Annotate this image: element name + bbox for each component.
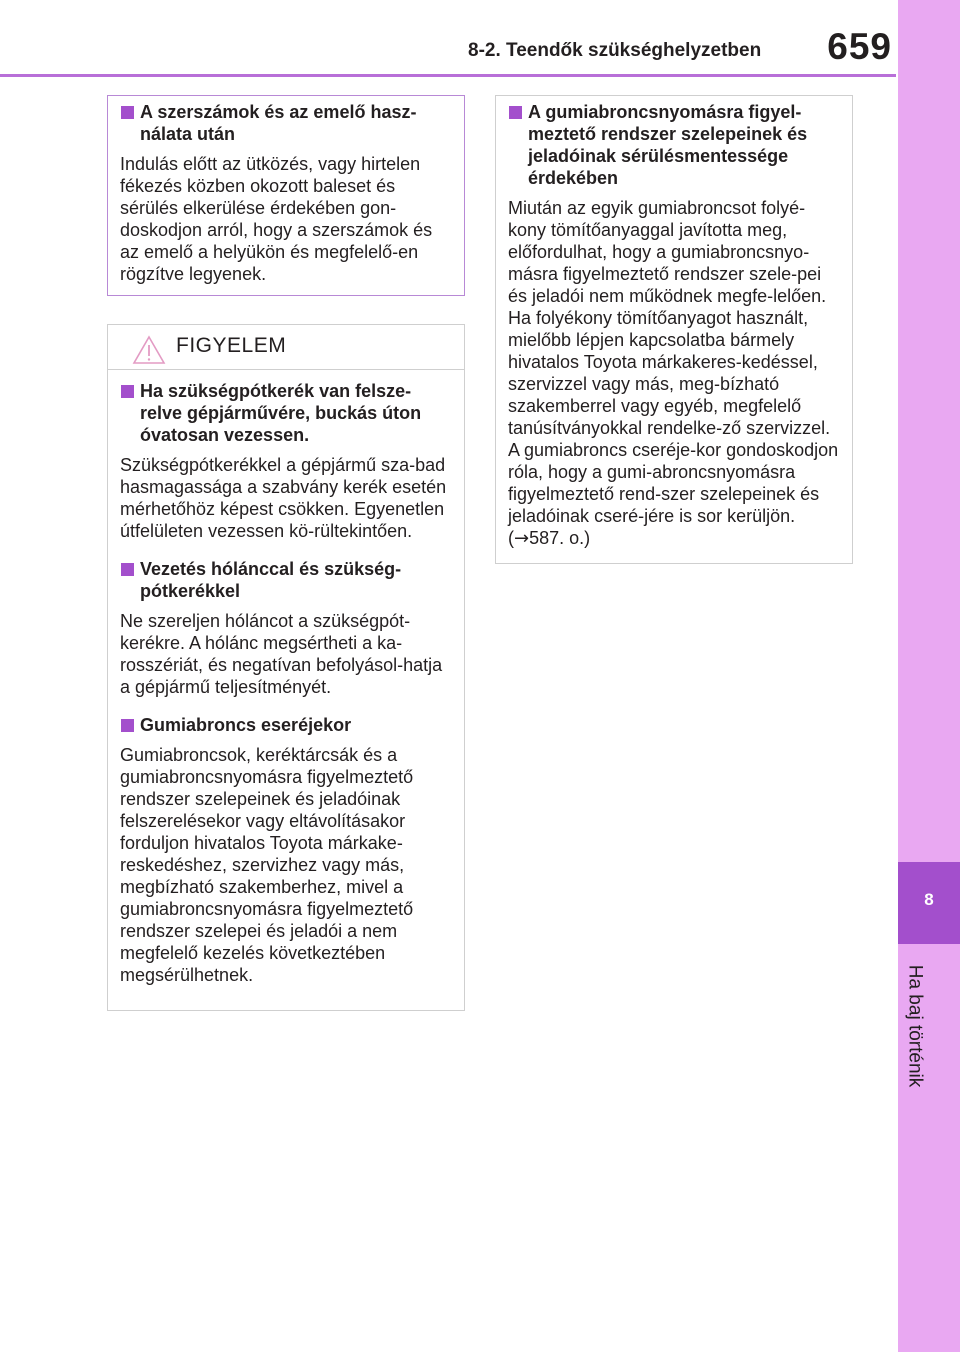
tpms-note-heading	[508, 101, 840, 189]
warning-header	[108, 325, 464, 370]
warning-item-text: Ne szereljen hóláncot a szükségpót-kerékre. A hólánc megsértheti a ka-rosszériát, és negatívan befolyásol-hatja a gépjármű teljesítményét.	[120, 611, 443, 697]
tools-note-box	[107, 95, 465, 296]
warning-item-heading-text: Gumiabroncs eseréjekor	[140, 715, 352, 735]
tools-note-heading-text: A szerszámok és az emelő hasz-nálata után	[140, 102, 417, 144]
bullet-square-icon	[121, 563, 134, 576]
warning-label: FIGYELEM	[176, 334, 287, 357]
warning-item-heading	[120, 380, 452, 446]
warning-item-heading	[120, 714, 452, 736]
page-ref-link[interactable]: 587. o.)	[529, 528, 591, 548]
tpms-note-text	[508, 197, 840, 550]
tpms-note-heading-text: A gumiabroncsnyomásra figyel-meztető rendszer szelepeinek és jeladóinak sérülésmentessége érdekében	[528, 102, 808, 188]
chapter-label	[897, 958, 931, 1094]
tpms-note-box	[495, 95, 853, 564]
tools-note-text: Indulás előtt az ütközés, vagy hirtelen fékezés közben okozott baleset és sérülés elkerülése érdekében gon-doskodjon arról, hogy a szerszámok és az emelő a helyükön és megfelelő-en rögzítve legyenek.	[120, 154, 433, 284]
warning-item-heading	[120, 558, 452, 602]
bullet-square-icon	[509, 106, 522, 119]
warning-box	[107, 324, 465, 1011]
page-number: 659	[827, 26, 892, 67]
header-rule	[0, 74, 896, 77]
page-ref-arrow-icon: →	[514, 528, 530, 549]
side-tab	[898, 0, 960, 1352]
chapter-label-text: Ha baj történik	[904, 964, 926, 1088]
chapter-number: 8	[924, 890, 934, 909]
warning-item-text: Gumiabroncsok, keréktárcsák és a gumiabroncsnyomásra figyelmeztető rendszer szelepeinek és jeladóinak felszerelésekor vagy eltávolításakor forduljon hivatalos Toyota márkake-reskedéshez, szervizhez vagy más, megbízható szakemberhez, mivel a gumiabroncsnyomásra figyelmeztető rendszer szelepei és jeladói a nem megfelelő kezelés következtében megsérülhetnek.	[120, 745, 414, 985]
bullet-square-icon	[121, 385, 134, 398]
warning-item-heading-text: Ha szükségpótkerék van felsze-relve gépjárművére, buckás úton óvatosan vezessen.	[140, 381, 422, 445]
tpms-note-body: Miután az egyik gumiabroncsot folyé-kony tömítőanyaggal javította meg, előfordulhat, hogy a gumiabroncsnyo-másra figyelmeztető rendszer szele-pei és jeladói nem működnek megfe-lelően. Ha folyékony tömítőanyagot használt, mielőbb lépjen kapcsolatba bármely hivatalos Toyota márkakeres-kedéssel, szervizzel vagy más, meg-bízható szakemberrel vagy egyéb, megfelelő tanúsítványokkal rendelke-ző szervizzel. A gumiabroncs cseréje-kor gondoskodjon róla, hogy a gumi-abroncsnyomásra figyelmeztető rend-szer szelepeinek és jeladóinak cseré-jére is sor kerüljön. (	[508, 198, 839, 548]
warning-item-text: Szükségpótkerékkel a gépjármű sza-bad hasmagassága a szabvány kerék esetén mérhetőhöz képest csökken. Egyenetlen útfelületen vezessen kö-rültekintően.	[120, 455, 447, 541]
section-title: 8-2. Teendők szükséghelyzetben	[468, 40, 762, 61]
bullet-square-icon	[121, 719, 134, 732]
warning-triangle-icon	[132, 335, 166, 365]
tools-note-heading	[120, 101, 452, 145]
warning-item-heading-text: Vezetés hólánccal és szükség-pótkerékkel	[140, 559, 402, 601]
bullet-square-icon	[121, 106, 134, 119]
